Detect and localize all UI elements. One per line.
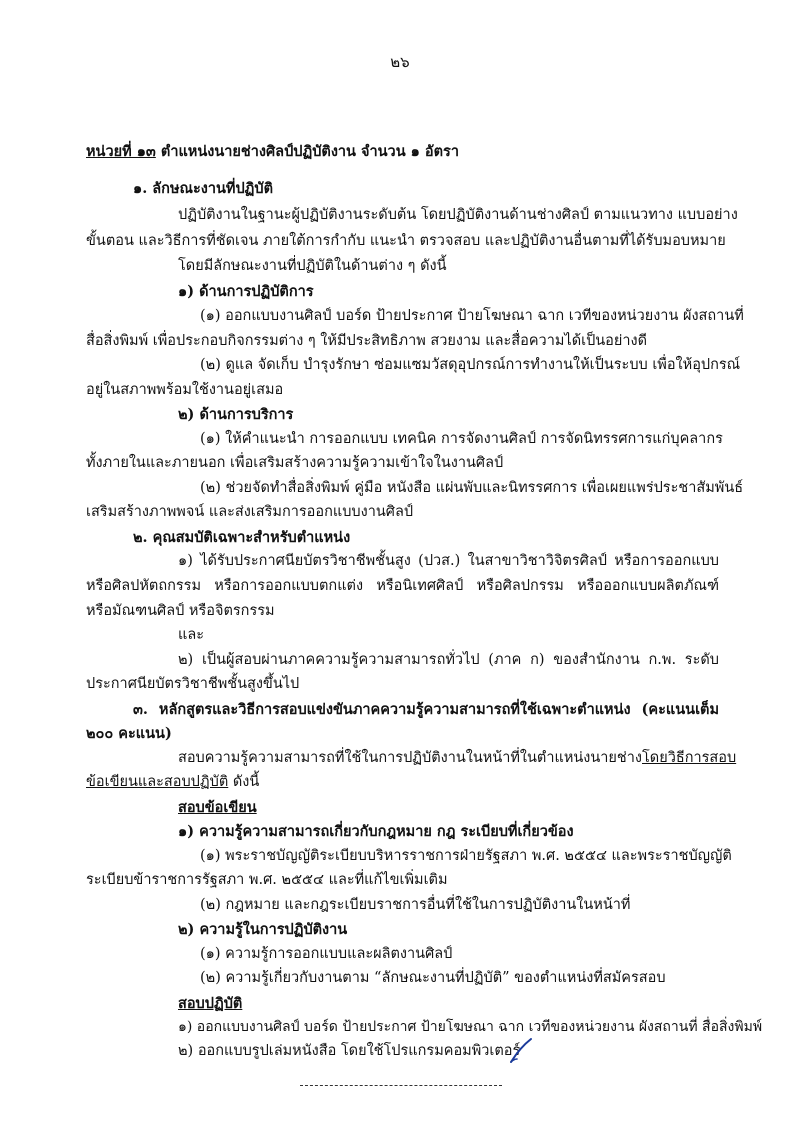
written-topic-2-heading: ๒) ความรู้ในการปฏิบัติงาน: [178, 921, 348, 938]
section-1-intro-line-1: ปฏิบัติงานในฐานะผู้ปฏิบัติงานระดับต้น โดยปฏิบัติงานด้านช่างศิลป์ ตามแนวทาง แบบอย่าง: [178, 207, 738, 223]
duty-operations-item-1-line-2: สื่อสิ่งพิมพ์ เพื่อประกอบกิจกรรมต่าง ๆ ให้มีประสิทธิภาพ สวยงาม และสื่อความได้เป็นอย่างดี: [86, 333, 648, 349]
checkmark-signature-icon: [508, 1036, 534, 1066]
qualification-1-line-3: หรือมัณฑนศิลป์ หรือจิตรกรรม: [86, 603, 275, 619]
qualification-2-line-2: ประกาศนียบัตรวิชาชีพชั้นสูงขึ้นไป: [86, 676, 300, 692]
written-topic-1-item-1-line-2: ระเบียบข้าราชการรัฐสภา พ.ศ. ๒๕๕๔ และที่แก้ไขเพิ่มเติม: [86, 872, 448, 888]
duty-services-item-1-line-1: (๑) ให้คำแนะนำ การออกแบบ เทคนิค การจัดงานศิลป์ การจัดนิทรรศการแก่บุคลากร: [200, 431, 723, 447]
qualification-2-line-1: ๒) เป็นผู้สอบผ่านภาคความรู้ความสามารถทั่วไป (ภาค ก) ของสำนักงาน ก.พ. ระดับ: [178, 652, 719, 668]
written-topic-1-item-2: (๒) กฎหมาย และกฎระเบียบราชการอื่นที่ใช้ในการปฏิบัติงานในหน้าที่: [200, 897, 631, 913]
section-3-intro-method: โดยวิธีการสอบ: [642, 750, 737, 766]
page-number: ๒๖: [390, 53, 410, 71]
section-1-intro-line-2: ขั้นตอน และวิธีการที่ชัดเจน ภายใต้การกำกับ แนะนำ ตรวจสอบ และปฏิบัติงานอื่นตามที่ได้รับมอบหมาย: [86, 233, 726, 249]
section-3-intro-line-2: [86, 774, 259, 791]
section-3-heading-line-1: ๓. หลักสูตรและวิธีการสอบแข่งขันภาคความรู้ความสามารถที่ใช้เฉพาะตำแหน่ง (คะแนนเต็ม: [133, 701, 719, 718]
section-3-intro-method-cont: ข้อเขียนและสอบปฏิบัติ: [86, 774, 229, 790]
section-3-intro-line-1: [178, 750, 737, 767]
duty-services-item-2-line-1: (๒) ช่วยจัดทำสื่อสิ่งพิมพ์ คู่มือ หนังสือ แผ่นพับและนิทรรศการ เพื่อเผยแพร่ประชาสัมพันธ์: [200, 480, 744, 496]
practical-item-1: ๑) ออกแบบงานศิลป์ บอร์ด ป้ายประกาศ ป้ายโฆษณา ฉาก เวทีของหน่วยงาน ผังสถานที่ สื่อสิ่งพิมพ์: [178, 1019, 763, 1035]
duty-operations-item-2-line-1: (๒) ดูแล จัดเก็บ บำรุงรักษา ซ่อมแซมวัสดุอุปกรณ์การทำงานให้เป็นระบบ เพื่อให้อุปกรณ์: [200, 357, 741, 373]
section-2-heading: ๒. คุณสมบัติเฉพาะสำหรับตำแหน่ง: [133, 529, 351, 546]
duty-services-item-2-line-2: เสริมสร้างภาพพจน์ และส่งเสริมการออกแบบงานศิลป์: [86, 504, 414, 520]
duty-services-item-1-line-2: ทั้งภายในและภายนอก เพื่อเสริมสร้างความรู้ความเข้าใจในงานศิลป์: [86, 455, 504, 471]
duty-operations-heading: ๑) ด้านการปฏิบัติการ: [178, 283, 314, 300]
section-1-intro-line-3: โดยมีลักษณะงานที่ปฏิบัติในด้านต่าง ๆ ดังนี้: [178, 258, 447, 274]
section-3-intro-end: ดังนี้: [232, 774, 260, 790]
qualification-1-line-2: หรือศิลปหัตถกรรม หรือการออกแบบตกแต่ง หรือนิเทศศิลป์ หรือศิลปกรรม หรือออกแบบผลิตภัณฑ์: [86, 578, 719, 594]
unit-heading: [86, 143, 459, 160]
written-topic-2-item-1: (๑) ความรู้การออกแบบและผลิตงานศิลป์: [200, 946, 453, 962]
and-label: และ: [178, 627, 205, 643]
section-1-heading: ๑. ลักษณะงานที่ปฏิบัติ: [133, 180, 274, 197]
practical-exam-heading: สอบปฏิบัติ: [178, 995, 243, 1012]
duty-operations-item-2-line-2: อยู่ในสภาพพร้อมใช้งานอยู่เสมอ: [86, 382, 284, 398]
unit-title: ตำแหน่งนายช่างศิลป์ปฏิบัติงาน จำนวน ๑ อัตรา: [160, 143, 459, 160]
unit-label: หน่วยที่ ๑๓: [86, 143, 156, 160]
end-divider: [300, 1085, 502, 1086]
duty-operations-item-1-line-1: (๑) ออกแบบงานศิลป์ บอร์ด ป้ายประกาศ ป้ายโฆษณา ฉาก เวทีของหน่วยงาน ผังสถานที่: [200, 308, 744, 324]
written-topic-1-item-1-line-1: (๑) พระราชบัญญัติระเบียบบริหารราชการฝ่ายรัฐสภา พ.ศ. ๒๕๕๔ และพระราชบัญญัติ: [200, 848, 732, 864]
duty-services-heading: ๒) ด้านการบริการ: [178, 406, 294, 423]
written-topic-1-heading: ๑) ความรู้ความสามารถเกี่ยวกับกฎหมาย กฎ ระเบียบที่เกี่ยวข้อง: [178, 823, 574, 840]
section-3-intro-text: สอบความรู้ความสามารถที่ใช้ในการปฏิบัติงานในหน้าที่ในตำแหน่งนายช่าง: [178, 750, 642, 766]
written-topic-2-item-2: (๒) ความรู้เกี่ยวกับงานตาม “ลักษณะงานที่ปฏิบัติ” ของตำแหน่งที่สมัครสอบ: [200, 970, 666, 986]
qualification-1-line-1: ๑) ได้รับประกาศนียบัตรวิชาชีพชั้นสูง (ปวส.) ในสาขาวิชาวิจิตรศิลป์ หรือการออกแบบ: [178, 553, 719, 569]
section-3-heading-line-2: ๒๐๐ คะแนน): [86, 725, 172, 742]
practical-item-2: ๒) ออกแบบรูปเล่มหนังสือ โดยใช้โปรแกรมคอมพิวเตอร์: [178, 1043, 521, 1059]
written-exam-heading: สอบข้อเขียน: [178, 799, 257, 816]
